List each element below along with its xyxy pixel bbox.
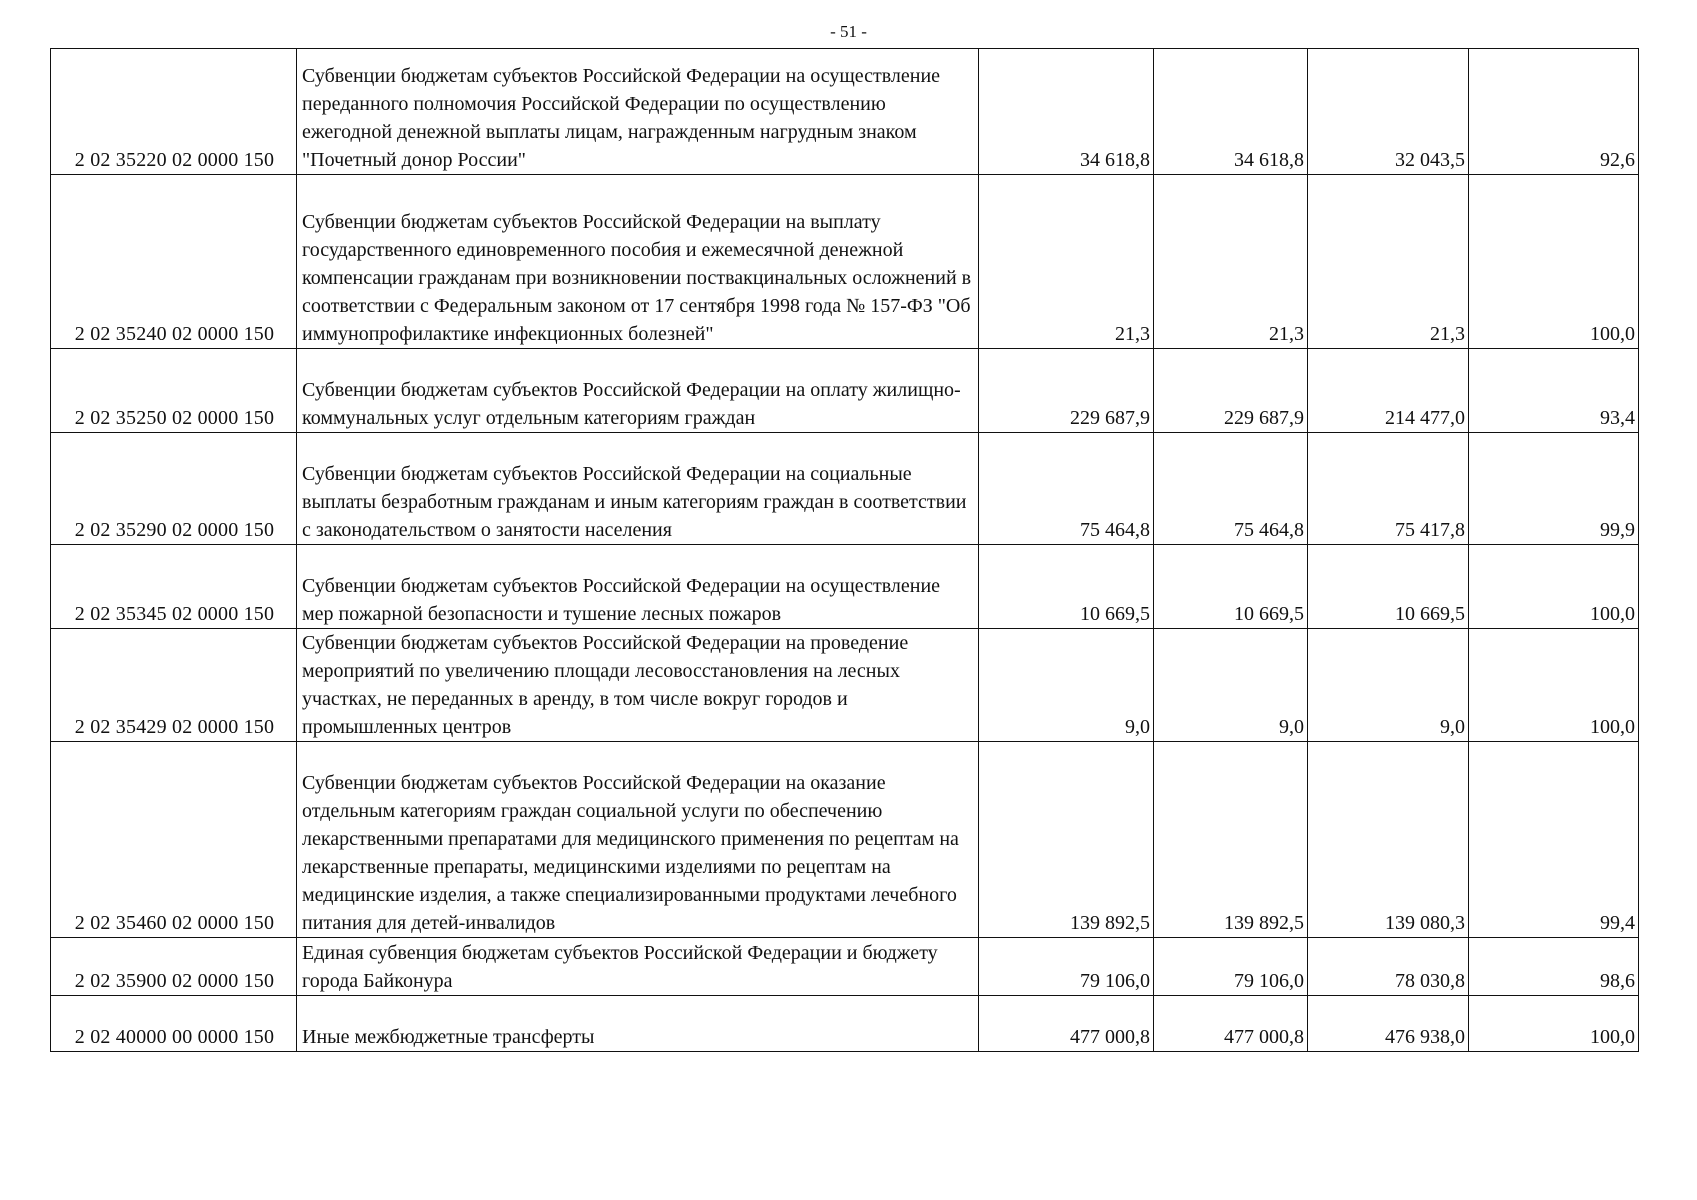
row-value-1: 75 464,8 [979, 433, 1154, 545]
table-row [51, 742, 1639, 938]
row-value-2: 79 106,0 [1154, 938, 1308, 996]
row-value-2: 34 618,8 [1154, 49, 1308, 175]
budget-table [50, 48, 1639, 1052]
row-percent: 93,4 [1469, 349, 1639, 433]
row-value-2: 139 892,5 [1154, 742, 1308, 938]
row-value-1: 34 618,8 [979, 49, 1154, 175]
row-percent: 99,4 [1469, 742, 1639, 938]
table-row [51, 996, 1639, 1052]
row-value-3: 21,3 [1308, 175, 1469, 349]
row-code: 2 02 35250 02 0000 150 [51, 349, 297, 433]
row-value-3: 139 080,3 [1308, 742, 1469, 938]
table-row [51, 349, 1639, 433]
row-value-2: 10 669,5 [1154, 545, 1308, 629]
row-value-3: 214 477,0 [1308, 349, 1469, 433]
table-row [51, 545, 1639, 629]
row-description: Субвенции бюджетам субъектов Российской Федерации на социальные выплаты безработным гражданам и иным категориям граждан в соответствии с законодательством о занятости населения [297, 433, 979, 545]
row-value-3: 32 043,5 [1308, 49, 1469, 175]
row-value-2: 9,0 [1154, 629, 1308, 742]
row-value-1: 139 892,5 [979, 742, 1154, 938]
row-description: Субвенции бюджетам субъектов Российской Федерации на проведение мероприятий по увеличению площади лесовосстановления на лесных участках, не переданных в аренду, в том числе вокруг городов и промышленных центров [297, 629, 979, 742]
row-description: Иные межбюджетные трансферты [297, 996, 979, 1052]
row-code: 2 02 35460 02 0000 150 [51, 742, 297, 938]
row-value-3: 75 417,8 [1308, 433, 1469, 545]
row-description: Субвенции бюджетам субъектов Российской Федерации на выплату государственного единовременного пособия и ежемесячной денежной компенсации гражданам при возникновении поствакцинальных осложнений в соответствии с Федеральным законом от 17 сентября 1998 года № 157-ФЗ "Об иммунопрофилактике инфекционных болезней" [297, 175, 979, 349]
table-row [51, 938, 1639, 996]
row-value-3: 78 030,8 [1308, 938, 1469, 996]
row-code: 2 02 35429 02 0000 150 [51, 629, 297, 742]
row-percent: 92,6 [1469, 49, 1639, 175]
row-description: Субвенции бюджетам субъектов Российской Федерации на осуществление мер пожарной безопасности и тушение лесных пожаров [297, 545, 979, 629]
row-value-2: 75 464,8 [1154, 433, 1308, 545]
table-row [51, 175, 1639, 349]
row-percent: 100,0 [1469, 629, 1639, 742]
row-description: Единая субвенция бюджетам субъектов Российской Федерации и бюджету города Байконура [297, 938, 979, 996]
table-row [51, 629, 1639, 742]
row-value-2: 229 687,9 [1154, 349, 1308, 433]
row-code: 2 02 35345 02 0000 150 [51, 545, 297, 629]
row-value-1: 10 669,5 [979, 545, 1154, 629]
row-percent: 100,0 [1469, 545, 1639, 629]
row-value-1: 477 000,8 [979, 996, 1154, 1052]
row-value-3: 476 938,0 [1308, 996, 1469, 1052]
row-code: 2 02 35290 02 0000 150 [51, 433, 297, 545]
row-description: Субвенции бюджетам субъектов Российской Федерации на оплату жилищно-коммунальных услуг отдельным категориям граждан [297, 349, 979, 433]
row-value-1: 229 687,9 [979, 349, 1154, 433]
row-percent: 100,0 [1469, 996, 1639, 1052]
table-row [51, 49, 1639, 175]
row-code: 2 02 35240 02 0000 150 [51, 175, 297, 349]
row-value-1: 9,0 [979, 629, 1154, 742]
row-code: 2 02 40000 00 0000 150 [51, 996, 297, 1052]
row-value-1: 21,3 [979, 175, 1154, 349]
page-number: - 51 - [830, 22, 867, 41]
row-value-1: 79 106,0 [979, 938, 1154, 996]
row-percent: 98,6 [1469, 938, 1639, 996]
row-description: Субвенции бюджетам субъектов Российской Федерации на осуществление переданного полномочия Российской Федерации по осуществлению ежегодной денежной выплаты лицам, награжденным нагрудным знаком "Почетный донор России" [297, 49, 979, 175]
table-row [51, 433, 1639, 545]
row-percent: 99,9 [1469, 433, 1639, 545]
row-percent: 100,0 [1469, 175, 1639, 349]
row-code: 2 02 35900 02 0000 150 [51, 938, 297, 996]
row-value-2: 21,3 [1154, 175, 1308, 349]
row-code: 2 02 35220 02 0000 150 [51, 49, 297, 175]
row-value-2: 477 000,8 [1154, 996, 1308, 1052]
row-value-3: 9,0 [1308, 629, 1469, 742]
row-description: Субвенции бюджетам субъектов Российской Федерации на оказание отдельным категориям граждан социальной услуги по обеспечению лекарственными препаратами для медицинского применения по рецептам на лекарственные препараты, медицинскими изделиями по рецептам на медицинские изделия, а также специализированными продуктами лечебного питания для детей-инвалидов [297, 742, 979, 938]
row-value-3: 10 669,5 [1308, 545, 1469, 629]
